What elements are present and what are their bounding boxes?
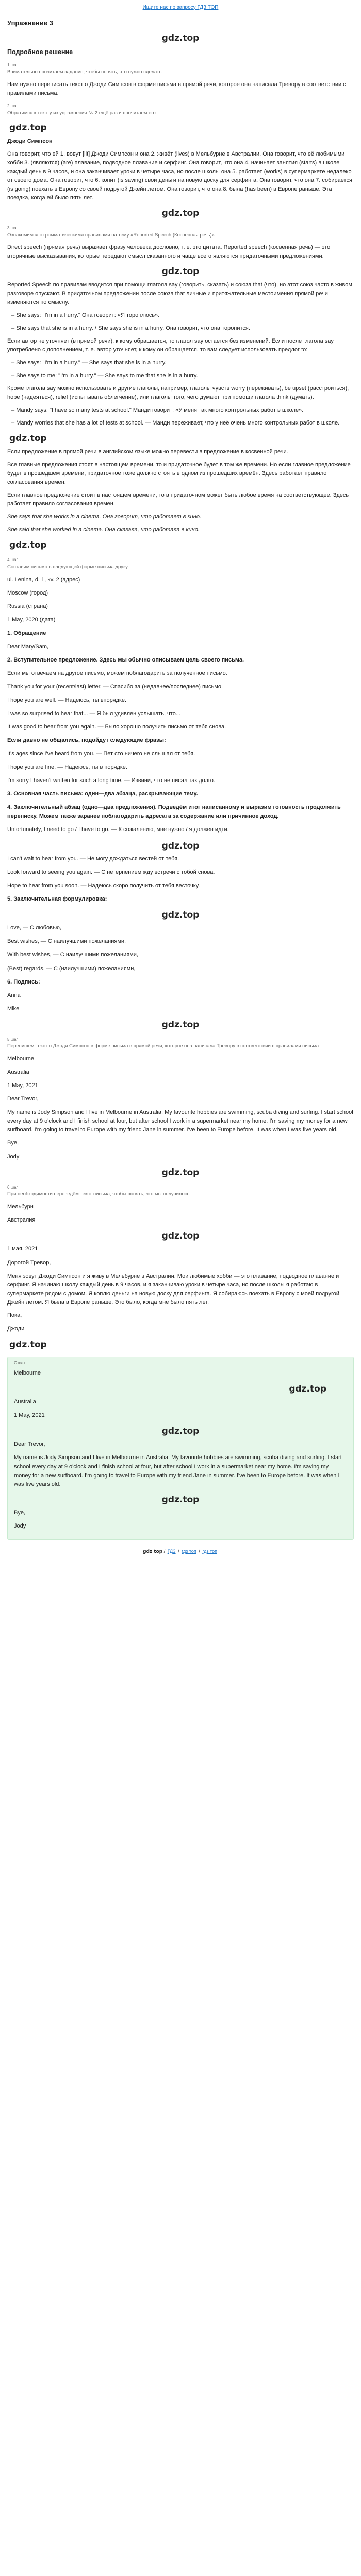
- example-item: – Mandy says: "I have so many tests at school." Манди говорит: «У меня так много контрольных работ в школе».: [11, 406, 354, 415]
- letter-line: Moscow (город): [7, 589, 48, 596]
- step-3: [7, 225, 354, 534]
- step-text: She said that she worked in a cinema. Она сказала, что работала в кино.: [7, 527, 200, 533]
- letter-line: Если мы отвечаем на другое письмо, можем поблагодарить за полученное письмо.: [7, 670, 227, 676]
- letter-line: Dear Mary/Sam,: [7, 643, 49, 650]
- letter-line: Дорогой Тревор,: [7, 1259, 51, 1266]
- watermark: gdz.top: [289, 1383, 326, 1394]
- section-heading: 3. Основная часть письма: один—два абзаца, раскрывающие тему.: [7, 791, 198, 798]
- letter-line: Австралия: [7, 1217, 36, 1224]
- footer-sep: /: [178, 1549, 179, 1554]
- watermark: gdz.top: [9, 433, 47, 444]
- letter-line: (Best) regards. — С (наилучшими) пожеланиями,: [7, 965, 136, 972]
- solution-heading: Подробное решение: [7, 48, 73, 56]
- example-item: – She says to me: "I'm in a hurry." — She says to me that she is in a hurry.: [11, 371, 354, 380]
- letter-line: Jody: [14, 1523, 26, 1530]
- footer-link-gdz-top[interactable]: гдз топ: [182, 1549, 196, 1554]
- step-text: Нам нужно переписать текст о Джоди Симпсон в форме письма в прямой речи, которое она написала Тревору в соответствии с правилами письма.: [7, 81, 346, 97]
- step-desc: При необходимости переведём текст письма, чтобы понять, что мы получилось.: [7, 1191, 191, 1197]
- letter-line: I'm sorry I haven't written for such a long time. — Извини, что не писал так долго.: [7, 777, 215, 784]
- step-text: Reported Speech по правилам вводится при помощи глагола say (говорить, сказать) и союза that (что), но этот союз часто в живом разговоре опускают. В придаточном предложении после союза that личные и притяжательные местоимения прямой речи изменяются по смыслу.: [7, 281, 352, 306]
- step-6: [7, 1184, 354, 1333]
- letter-line: Unfortunately, I need to go / I have to go. — К сожалению, мне нужно / я должен идти.: [7, 826, 229, 833]
- watermark: gdz.top: [9, 540, 47, 551]
- letter-line: Russia (страна): [7, 603, 48, 609]
- letter-line: Love, — С любовью,: [7, 925, 61, 931]
- footer-brand: gdz top: [143, 1549, 163, 1555]
- example-item: – She says: "I'm in a hurry." — She says that she is in a hurry.: [11, 359, 354, 367]
- watermark: gdz.top: [161, 33, 200, 44]
- answer-box: [7, 1357, 354, 1540]
- watermark: gdz.top: [161, 910, 200, 921]
- letter-line: Dear Trevor,: [14, 1441, 45, 1448]
- section-heading: 6. Подпись:: [7, 978, 40, 985]
- letter-line: I hope you are fine. — Надеюсь, ты в порядке.: [7, 764, 127, 771]
- letter-line: Jody: [7, 1153, 20, 1160]
- letter-body: Меня зовут Джоди Симпсон и я живу в Мельбурне в Австралии. Мои любимые хобби — это плавание, подводное плавание и серфинг. Я начинаю школу каждый день в 9 часов, и я заканчиваю уроки в четыре часа, но после школы я работаю в супермаркете рядом с домом. Я коплю деньги на новую доску для серфинга. Я собираюсь поехать в Европу с моей подругой Джейн летом. Я была в Европе раньше. Это было, когда мне было пять лет.: [7, 1273, 339, 1306]
- step-label: 1 шаг: [7, 62, 18, 67]
- letter-line: Mike: [7, 1005, 20, 1012]
- page-title: Упражнение 3: [7, 19, 53, 27]
- watermark: gdz.top: [161, 1231, 200, 1242]
- step-text: Direct speech (прямая речь) выражает фразу человека дословно, т. е. это цитата. Reported speech (косвенная речь) — это вторичные высказывания, которые передают смысл сказанного и чаще всего являются придаточными предложениями.: [7, 244, 331, 260]
- step-text: Она говорит, что ей 1, вовут [lit] Джоди Симпсон и она 2. живёт (lives) в Мельбурне в Австралии. Она говорит, что её любимыми хобби 3. (являются) (are) плавание, подводное плавание и серфинг. Она говорит, что она 4. начинает занятия (starts) в школе каждый день в 9 часов, и она заканчивает уроки в четыре часа, но после школы она 5. работает (works) в супермаркете недалеко от своего дома. Она говорит, что 6. копит (is saving) свои деньги на новую доску для серфинга. Она говорит, что она 7. собирается (is going) поехать в Европу со своей подругой Джейн летом. Она говорит, что она 8. была (has been) в Европе раньше. Эта поездка, когда ей было пять лет.: [7, 150, 352, 201]
- letter-line: 1 May, 2021: [14, 1412, 45, 1419]
- letter-line: Best wishes, — С наилучшими пожеланиями,: [7, 938, 126, 945]
- footer-link-gdz[interactable]: ГДЗ: [167, 1549, 176, 1554]
- section-heading: Если давно не общались, подойдут следующие фразы:: [7, 737, 166, 744]
- example-item: – She says that she is in a hurry. / She says she is in a hurry. Она говорит, что она торопится.: [11, 324, 354, 333]
- step-5: [7, 1037, 354, 1161]
- step-text: Если главное предложение стоит в настоящем времени, то в придаточном может быть любое время на соответствующее. Здесь работает правило согласования времен.: [7, 492, 349, 507]
- top-bar: [0, 0, 361, 13]
- letter-line: Dear Trevor,: [7, 1096, 39, 1103]
- watermark: gdz.top: [161, 1494, 200, 1505]
- section-heading: 5. Заключительная формулировка:: [7, 895, 107, 902]
- letter-line: Melbourne: [7, 1056, 34, 1062]
- step-text: Джоди Симпсон: [7, 138, 53, 144]
- example-item: – She says: "I'm in a hurry." Она говорит: «Я тороплюсь».: [11, 311, 354, 320]
- letter-line: Look forward to seeing you again. — С нетерпением жду встречи с тобой снова.: [7, 869, 215, 875]
- step-2: [7, 103, 354, 202]
- step-4: [7, 557, 354, 1013]
- step-text: Все главные предложения стоят в настоящем времени, то и придаточное будет в том же времени. Но если главное предложение будет в прошедшем времени, придаточное тоже должно стоять в одном из прошедших времён. Здесь работает правило согласования времен.: [7, 461, 351, 485]
- watermark: gdz.top: [9, 1339, 47, 1350]
- step-desc: Составим письмо в следующей форме письма друзу:: [7, 564, 129, 570]
- step-label: 4 шаг: [7, 557, 18, 563]
- footer-sep: /: [199, 1549, 200, 1554]
- letter-body: My name is Jody Simpson and I live in Melbourne in Australia. My favourite hobbies are swimming, scuba diving and surfing. I start school every day at 9 o'clock and I finish school at four, but after school I work in a supermarket near my home. I'm saving my money for a new surfboard. I'm going to travel to Europe with my friend Jane in summer. I've been to Europe before. It was when I was five years old.: [7, 1109, 353, 1133]
- section-heading: 4. Заключительный абзац (одно—два предложения). Подведём итог написанному и выразим готовность продолжить переписку. Можем также заранее поблагодарить адресата за содержание или причинное доход.: [7, 804, 341, 820]
- letter-line: Australia: [7, 1069, 29, 1076]
- letter-line: With best wishes, — С наилучшими пожеланиями,: [7, 952, 138, 958]
- letter-line: Мельбурн: [7, 1204, 34, 1210]
- step-text: Кроме глагола say можно использовать и другие глаголы, например, глаголы чувств worry (переживать), be upset (расстроиться), hope (надеяться), relief (испытывать облегчение), или глаголы того, чего думают при помощи глагола think (думать).: [7, 385, 349, 401]
- step-desc: Обратимся к тексту из упражнения № 2 ещё раз и прочитаем его.: [7, 110, 157, 116]
- step-desc: Перепишем текст о Джоди Симпсон в форме письма в прямой речи, которое она написала Тревору в соответствии с правилами письма.: [7, 1043, 320, 1049]
- footer-link-gdz-top-2[interactable]: гдз топ: [202, 1549, 217, 1554]
- letter-line: Australia: [14, 1398, 36, 1405]
- step-text: Если предложение в прямой речи в английском языке можно перевести в предложение в косвенной речи.: [7, 448, 288, 455]
- footer: [0, 1545, 361, 1560]
- letter-line: 1 May, 2020 (дата): [7, 616, 56, 623]
- step-1: [7, 62, 354, 98]
- letter-line: Bye,: [7, 1140, 19, 1146]
- section-heading: 1. Обращение: [7, 630, 46, 636]
- watermark: gdz.top: [9, 123, 47, 133]
- letter-line: Hope to hear from you soon. — Надеюсь скоро получить от тебя весточку.: [7, 882, 200, 889]
- answer-title: Ответ: [14, 1361, 25, 1366]
- letter-line: Пока,: [7, 1312, 22, 1318]
- step-text: She says that she works in a cinema. Она говорит, что работает в кино.: [7, 514, 202, 520]
- step-label: 2 шаг: [7, 104, 18, 109]
- letter-line: It's ages since I've heard from you. — Пет сто ничего не слышал от тебя.: [7, 751, 195, 757]
- watermark: gdz.top: [161, 840, 200, 851]
- step-desc: Внимательно прочитаем задание, чтобы понять, что нужно сделать.: [7, 69, 163, 75]
- letter-line: I hope you are well. — Надеюсь, ты впорядке.: [7, 697, 127, 703]
- letter-body: My name is Jody Simpson and I live in Melbourne in Australia. My favourite hobbies are swimming, scuba diving and surfing. I start school every day at 9 o'clock and I finish school at four, but after school I work in a supermarket near my home. I'm saving my money for a new surfboard. I'm going to travel to Europe with my friend Jane in summer. I've been to Europe before. It was when I was five years old.: [14, 1454, 342, 1487]
- watermark: gdz.top: [161, 1426, 200, 1437]
- letter-line: ul. Lenina, d. 1, kv. 2 (адрес): [7, 576, 80, 583]
- letter-line: I can't wait to hear from you. — Не могу дождаться вестей от тебя.: [7, 855, 179, 862]
- letter-line: Thank you for your (recent/last) letter. — Спасибо за (недавнее/последнее) письмо.: [7, 683, 223, 690]
- watermark: gdz.top: [161, 1019, 200, 1030]
- letter-line: Melbourne: [14, 1369, 41, 1376]
- step-desc: Ознакомимся с грамматическими правилами на тему «Reported Speech (Косвенная речь)».: [7, 232, 216, 238]
- footer-sep: /: [163, 1549, 166, 1554]
- watermark: gdz.top: [161, 208, 200, 218]
- watermark: gdz.top: [161, 1167, 200, 1178]
- step-label: 5 шаг: [7, 1037, 18, 1042]
- letter-line: Джоди: [7, 1325, 25, 1332]
- letter-line: It was good to hear from you again. — Было хорошо получить письмо от тебя снова.: [7, 724, 226, 731]
- letter-line: Bye,: [14, 1509, 26, 1516]
- top-link[interactable]: Ищите нас по запросу ГДЗ ТОП: [142, 5, 219, 10]
- section-heading: 2. Вступительное предложение. Здесь мы обычно описываем цель своего письма.: [7, 656, 244, 663]
- example-item: – Mandy worries that she has a lot of tests at school. — Манди переживает, что у неё очень много контрольных работ в школе.: [11, 419, 354, 428]
- letter-line: Anna: [7, 992, 21, 998]
- letter-line: 1 мая, 2021: [7, 1246, 38, 1252]
- step-label: 6 шаг: [7, 1184, 18, 1190]
- step-text: Если автор не уточняет (в прямой речи), к кому обращается, то глагол say остается без изменений. Если после глагола say употреблено с дополнением, т. е. автор уточняет, к кому он обращается, то вам следует использовать предлог to:: [7, 338, 334, 353]
- letter-line: 1 May, 2021: [7, 1082, 38, 1089]
- letter-line: I was so surprised to hear that... — Я был удивлен услышать, что...: [7, 710, 180, 717]
- page-content: [0, 13, 361, 1545]
- step-label: 3 шаг: [7, 226, 18, 231]
- watermark: gdz.top: [161, 266, 200, 277]
